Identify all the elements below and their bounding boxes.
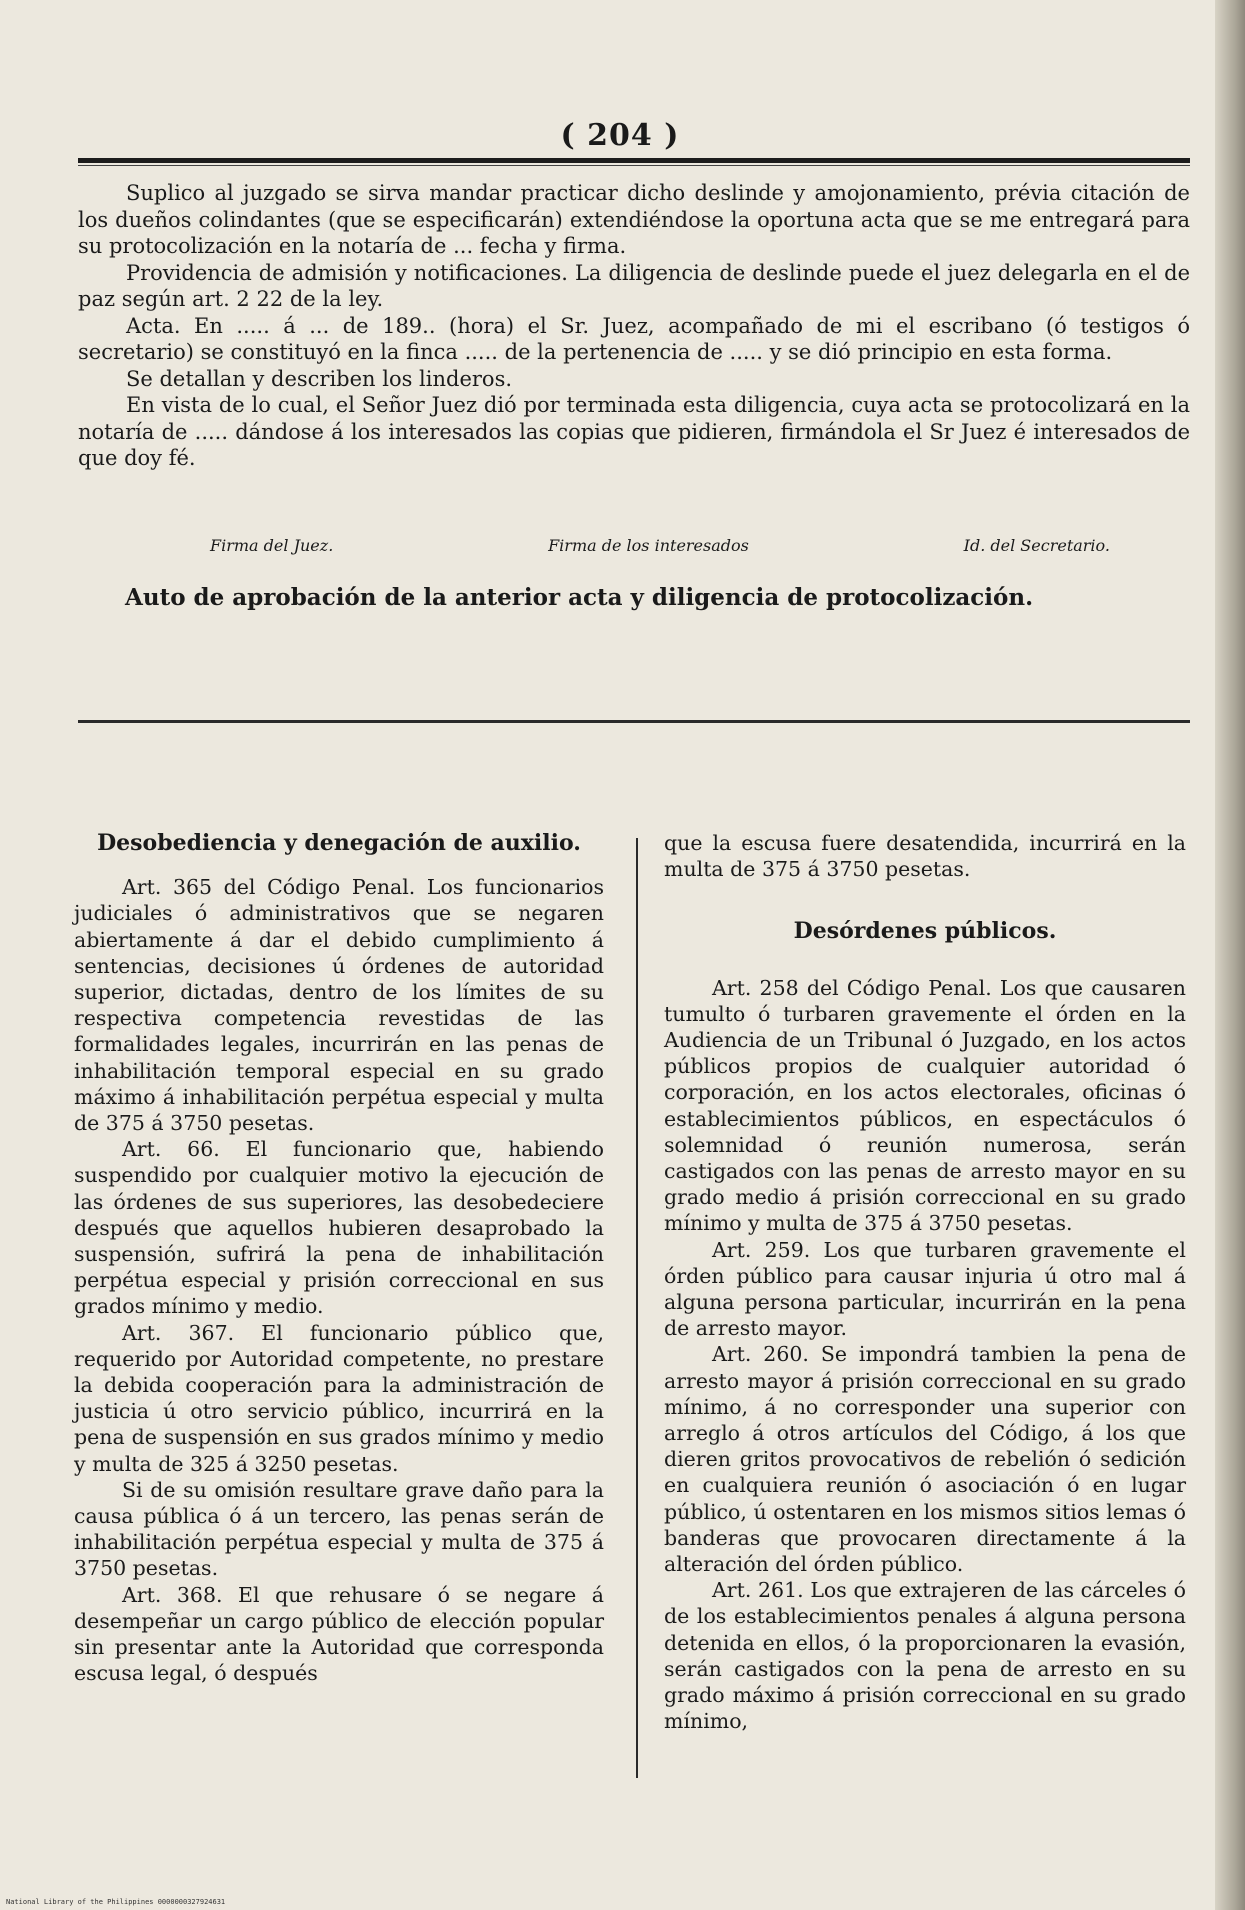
signature-line: [210, 536, 1110, 555]
top-rule-thin: [78, 165, 1190, 166]
article-261: Art. 261. Los que extrajeren de las cárceles ó de los establecimientos penales á alguna persona detenida en ellos, ó la proporcionaren la evasión, serán castigados con la pena de arresto en su grado máximo á prisión correccional en su grado mínimo,: [664, 1578, 1186, 1734]
column-divider: [636, 838, 638, 1778]
signature-judge: Firma del Juez.: [210, 536, 334, 555]
paragraph-linderos: Se detallan y describen los linderos.: [126, 366, 513, 391]
article-365: Art. 365 del Código Penal. Los funcionarios judiciales ó administrativos que se negaren abiertamente á dar el debido cumplimiento á sentencias, decisiones ú órdenes de autoridad superior, dictadas, dentro de los límites de su respectiva competencia revestidas de las formalidades legales, incurrirán en las penas de inhabilitación temporal especial en su grado máximo á inhabilitación perpétua especial y multa de 375 á 3750 pesetas.: [74, 875, 604, 1136]
paragraph-en-vista: En vista de lo cual, el Señor Juez dió por terminada esta diligencia, cuya acta se protocolizará en la notaría de ..... dándose á los interesados las copias que pidieren, firmándola el Sr Juez é interesados de que doy fé.: [78, 393, 1190, 470]
article-368: Art. 368. El que rehusare ó se negare á desempeñar un cargo público de elección popular sin presentar ante la Autoridad que corresponda escusa legal, ó después: [74, 1582, 604, 1686]
signature-secretary: Id. del Secretario.: [963, 536, 1110, 555]
article-366: Art. 66. El funcionario que, habiendo suspendido por cualquier motivo la ejecución de las órdenes de sus superiores, las desobedeciere después que aquellos hubieren desaprobado la suspensión, sufrirá la pena de inhabilitación perpétua especial y prisión correccional en sus grados mínimo y medio.: [74, 1137, 604, 1319]
paragraph-acta: Acta. En ..... á ... de 189.. (hora) el Sr. Juez, acompañado de mi el escribano (ó testigos ó secretario) se constituyó en la finca ..... de la pertenencia de ..... y se dió principio en esta forma.: [78, 313, 1190, 364]
left-column: [74, 830, 604, 1687]
article-260: Art. 260. Se impondrá tambien la pena de arresto mayor á prisión correccional en su grado mínimo, á no corresponder una superior con arreglo á otros artículos del Código, á los que dieren gritos provocativos de rebelión ó sedición en cualquiera reunión ó asociación ó en lugar público, ú ostentaren en los mismos sitios lemas ó banderas que provocaren directamente á la alteración del órden público.: [664, 1342, 1186, 1577]
top-rule: [78, 158, 1190, 163]
page-number: ( 204 ): [560, 118, 680, 153]
article-368-continuation: que la escusa fuere desatendida, incurrirá en la multa de 375 á 3750 pesetas.: [664, 831, 1186, 882]
signature-parties: Firma de los interesados: [548, 536, 749, 555]
auto-heading: Auto de aprobación de la anterior acta y diligencia de protocolización.: [125, 584, 1034, 611]
paragraph-suplico: Suplico al juzgado se sirva mandar practicar dicho deslinde y amojonamiento, prévia citación de los dueños colindantes (que se especificarán) extendiéndose la oportuna acta que se me entregará para su protocolización en la notaría de ... fecha y firma.: [78, 181, 1190, 258]
right-column-heading: Desórdenes públicos.: [793, 918, 1057, 945]
article-367-second: Si de su omisión resultare grave daño para la causa pública ó á un tercero, las penas serán de inhabilitación perpétua especial y multa de 375 á 3750 pesetas.: [74, 1477, 604, 1581]
section-rule: [78, 720, 1190, 723]
article-367: Art. 367. El funcionario público que, requerido por Autoridad competente, no prestare la debida cooperación para la administración de justicia ú otro servicio público, incurrirá en la pena de suspensión en sus grados mínimo y medio y multa de 325 á 3250 pesetas.: [74, 1320, 604, 1476]
left-column-heading: Desobediencia y denegación de auxilio.: [97, 830, 581, 856]
archive-footer: National Library of the Philippines 0000000327924631: [6, 1898, 226, 1906]
paragraph-providencia: Providencia de admisión y notificaciones. La diligencia de deslinde puede el juez delegarla en el de paz según art. 2 22 de la ley.: [78, 260, 1190, 311]
article-258: Art. 258 del Código Penal. Los que causaren tumulto ó turbaren gravemente el órden en la Audiencia de un Tribunal ó Juzgado, en los actos públicos propios de cualquier autoridad ó corporación, en los actos electorales, oficinas ó establecimientos públicos, en espectáculos ó solemnidad ó reunión numerosa, serán castigados con las penas de arresto mayor en su grado medio á prisión correccional en su grado mínimo y multa de 375 á 3750 pesetas.: [664, 975, 1186, 1236]
page-edge-shadow: [1215, 0, 1245, 1910]
article-259: Art. 259. Los que turbaren gravemente el órden público para causar injuria ú otro mal á alguna persona particular, incurrirán en la pena de arresto mayor.: [664, 1237, 1186, 1341]
right-column: [664, 830, 1186, 1735]
top-text-block: [78, 180, 1190, 472]
